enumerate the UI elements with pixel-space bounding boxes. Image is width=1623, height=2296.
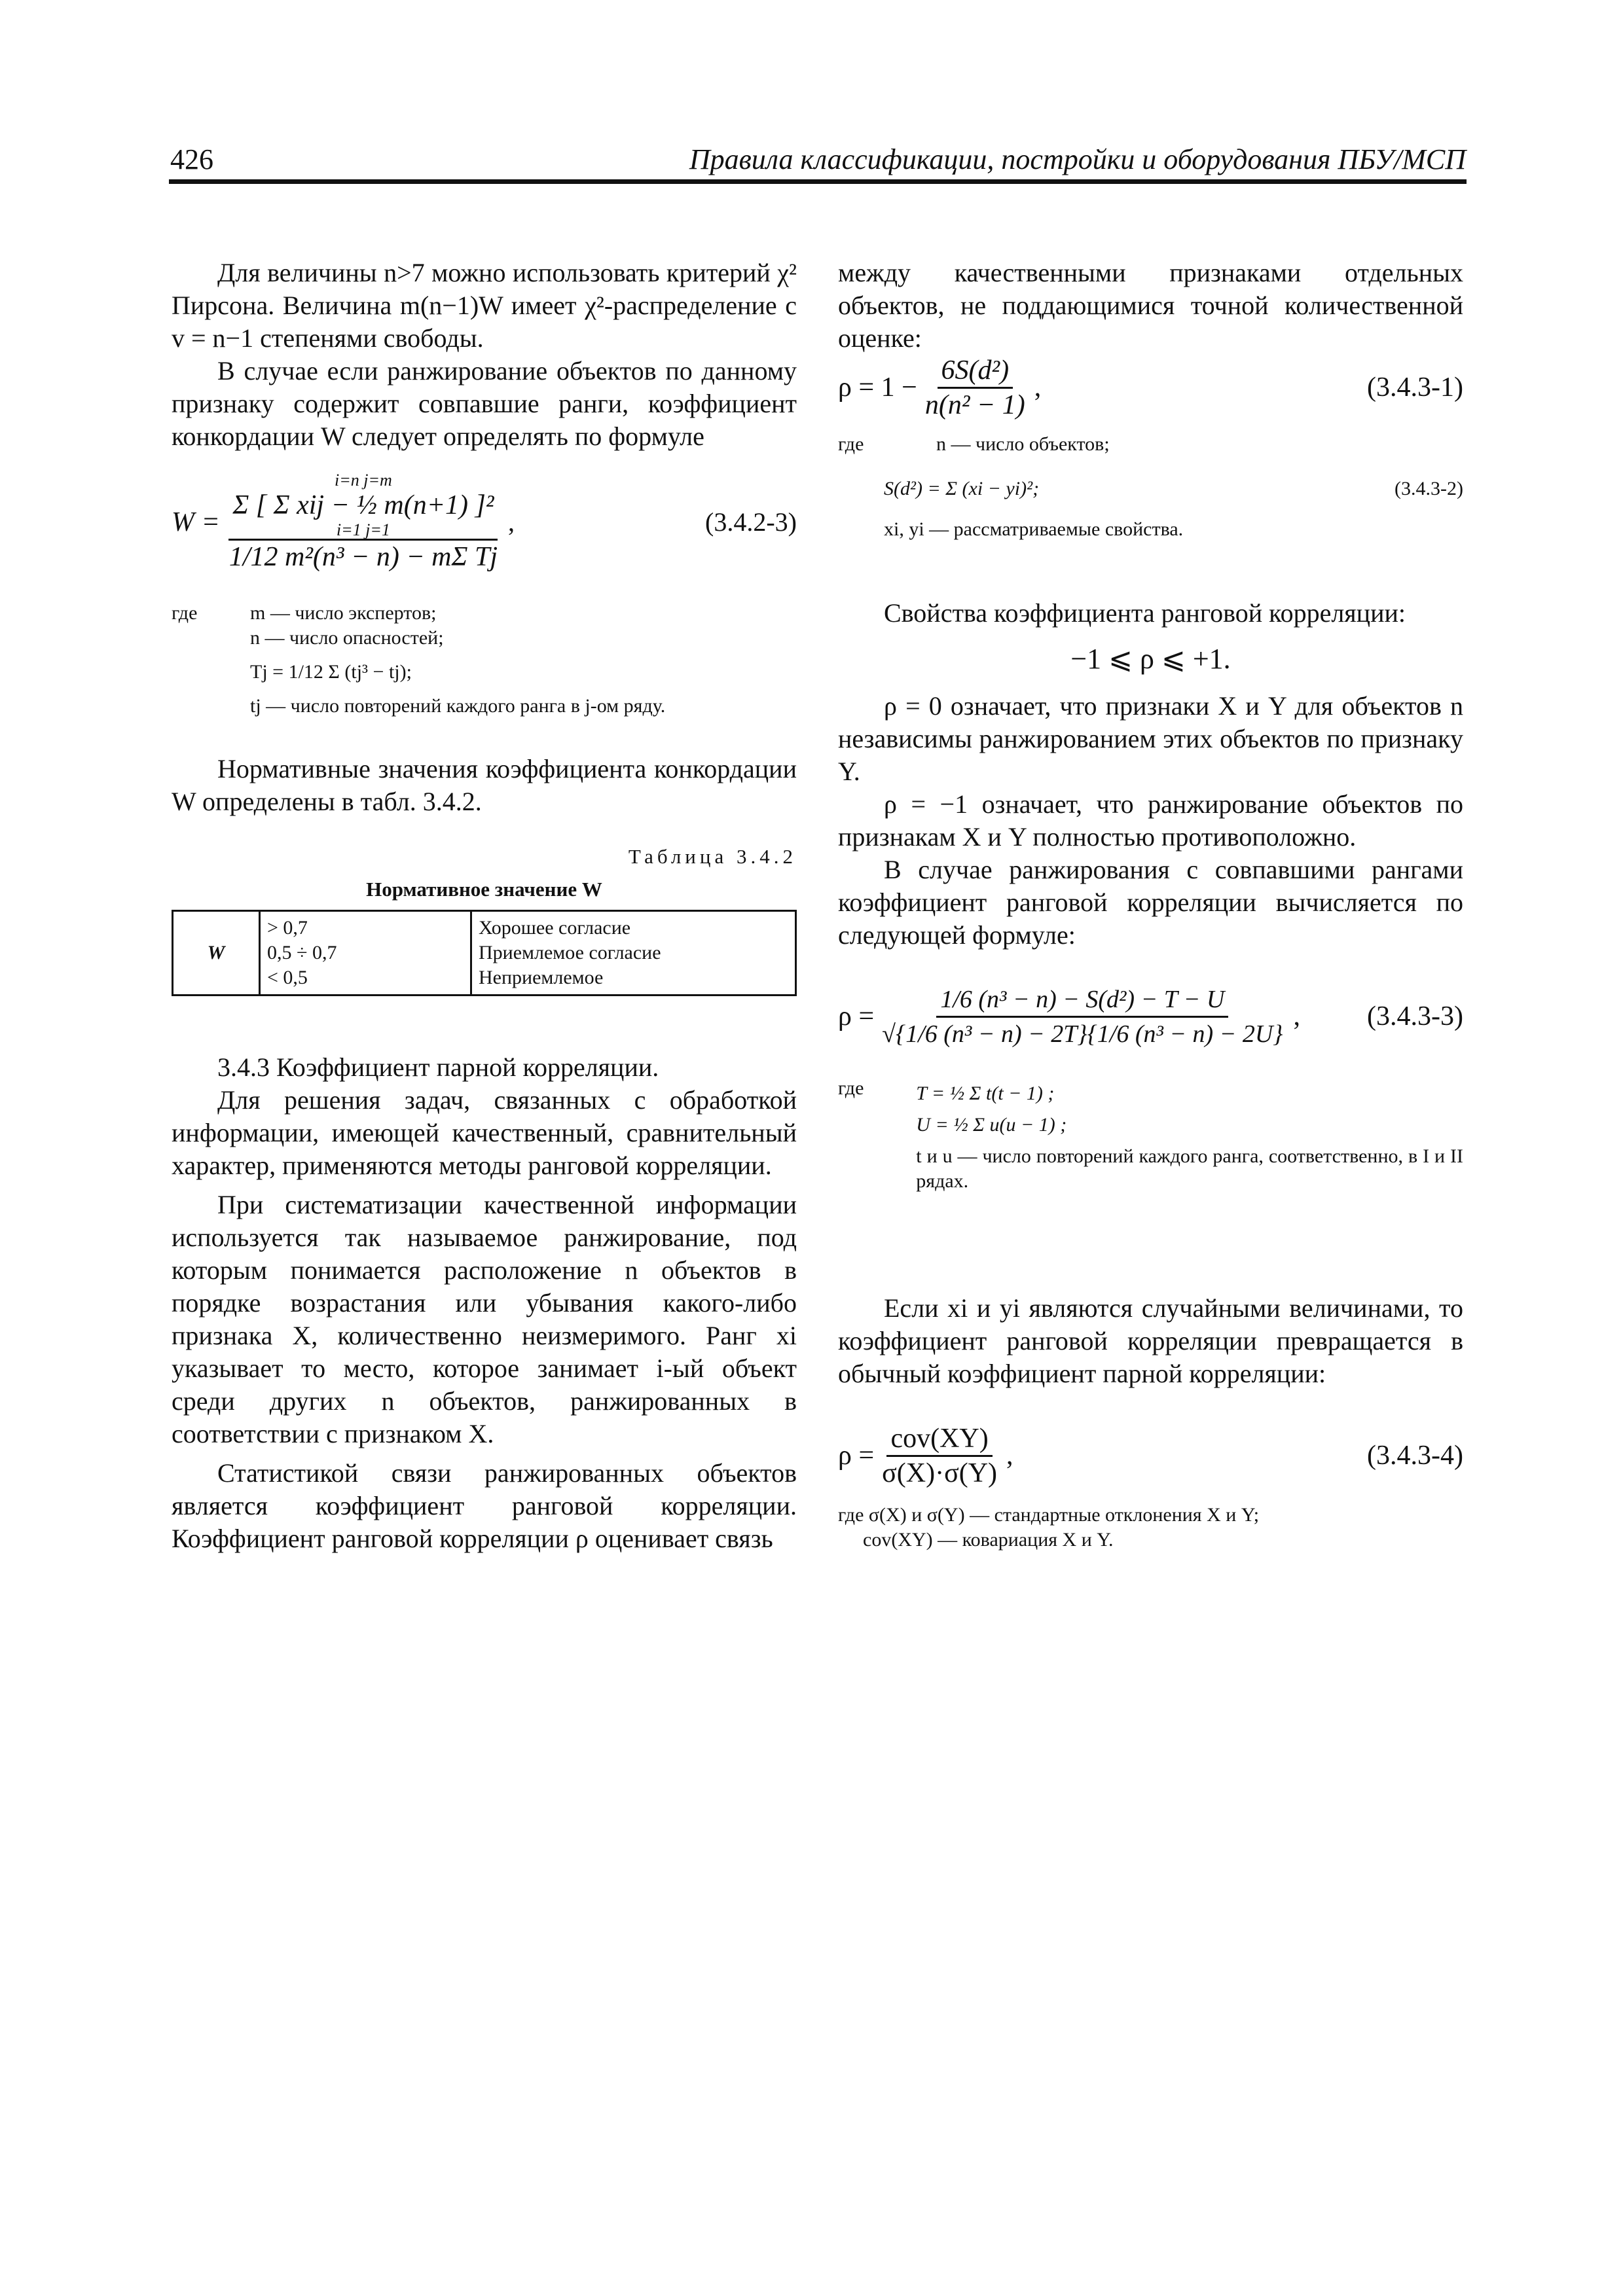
paragraph-continuation: между качественными признаками отдельных объектов, не поддающимися точной количественной оценке: xyxy=(838,258,1463,353)
formula-number: (3.4.3-4) xyxy=(1367,1441,1463,1471)
where-label: где xyxy=(838,1077,864,1099)
where-block-1 xyxy=(172,601,797,719)
formula-numerator: 1/6 (n³ − n) − S(d²) − T − U xyxy=(936,983,1228,1018)
where-item: cov(XY) — ковариация X и Y. xyxy=(863,1529,1114,1551)
running-title: Правила классификации, постройки и оборудования ПБУ/МСП xyxy=(689,143,1466,175)
paragraph-pearson: Для величины n>7 можно использовать критерий χ² Пирсона. Величина m(n−1)W имеет χ²-распределение с v = n−1 степенями свободы. xyxy=(172,258,797,353)
where-item: m — число экспертов; xyxy=(250,602,437,624)
where-item: n — число опасностей; xyxy=(250,627,444,649)
paragraph-ranking: При систематизации качественной информации используется так называемое ранжирование, под которым понимается расположение n объектов в порядке возрастания или убывания какого-либо признака X, количественно неизмеримого. Ранг xi указывает то место, которое занимает i-ый объект среди других n объектов, ранжированных в соответствии с признаком X. xyxy=(172,1190,797,1448)
left-column xyxy=(172,257,797,1555)
formula-concordance: W = i=n j=m Σ [ Σ xij − ½ m(n+1) ]² i=1 j=1 1/12 m²(n³ − n) − mΣ Tj , (3.4.2-3) xyxy=(172,470,797,572)
right-column xyxy=(838,257,1463,1552)
paragraph-rho-zero: ρ = 0 означает, что признаки X и Y для объектов n независимы ранжированием этих объектов по признаку Y. xyxy=(838,691,1463,786)
formula-number: (3.4.3-1) xyxy=(1367,372,1463,403)
paragraph-random: Если xi и yi являются случайными величинами, то коэффициент ранговой корреляции превращается в обычный коэффициент парной корреляции: xyxy=(838,1293,1463,1388)
formula-3432 xyxy=(838,476,1463,501)
header-rule xyxy=(169,179,1467,184)
inequality: −1 ⩽ ρ ⩽ +1. xyxy=(1070,643,1231,675)
table-range: > 0,7 xyxy=(267,917,308,939)
paragraph-rank-methods: Для решения задач, связанных с обработкой информации, имеющей качественный, сравнительный характер, применяются методы ранговой корреляции. xyxy=(172,1085,797,1180)
formula-numerator: cov(XY) xyxy=(886,1422,992,1457)
formula-limits-top: i=n j=m xyxy=(334,470,392,490)
formula-denominator: σ(X)·σ(Y) xyxy=(882,1458,998,1488)
page-number: 426 xyxy=(170,143,213,175)
table-row-header: W xyxy=(173,911,260,996)
formula-body: S(d²) = Σ (xi − yi)²; xyxy=(884,478,1040,499)
formula-numerator: Σ [ Σ xij − ½ m(n+1) ]² xyxy=(232,490,494,520)
where-label: где xyxy=(838,433,864,455)
formula-3434: ρ = $\frac{\text{cov(XY)}}{\sigma(X)\cdot\sigma(Y)}$ , (3.4.3-4) xyxy=(838,1423,1463,1488)
where-item: n — число объектов; xyxy=(936,433,1110,455)
where-item: где σ(X) и σ(Y) — стандартные отклонения X и Y; xyxy=(838,1504,1260,1526)
table-range: 0,5 ÷ 0,7 xyxy=(267,942,337,963)
norm-table xyxy=(172,910,797,996)
formula-denominator: 1/12 m²(n³ − n) − mΣ Tj xyxy=(228,541,498,572)
table-meaning: Неприемлемое xyxy=(479,967,604,988)
paragraph-properties: Свойства коэффициента ранговой корреляции: xyxy=(884,598,1406,628)
section-title: 3.4.3 Коэффициент парной корреляции. xyxy=(217,1052,659,1082)
where-item: U = ½ Σ u(u − 1) ; xyxy=(916,1114,1067,1136)
paragraph-statistic: Статистикой связи ранжированных объектов является коэффициент ранговой корреляции. Коэффициент ранговой корреляции ρ оценивает связь xyxy=(172,1458,797,1553)
where-block-4 xyxy=(838,1503,1463,1552)
formula-limits-bottom: i=1 j=1 xyxy=(336,520,390,539)
table-cell-meanings xyxy=(471,911,796,996)
table-cell-ranges xyxy=(260,911,471,996)
formula-lhs: W = xyxy=(172,507,220,537)
where-item: tj — число повторений каждого ранга в j-ом ряду. xyxy=(250,695,666,717)
formula-3431: ρ = 1 − $\frac{\text{6S(d²)}}{\text{n(n² − 1)}}$ , (3.4.3-1) xyxy=(838,355,1463,420)
where-block-3 xyxy=(838,1076,1463,1194)
table-meaning: Хорошее согласие xyxy=(479,917,631,939)
where-item: T = ½ Σ t(t − 1) ; xyxy=(916,1083,1055,1104)
formula-denominator: √{1/6 (n³ − n) − 2T}{1/6 (n³ − n) − 2U} xyxy=(882,1020,1283,1048)
formula-numerator: 6S(d²) xyxy=(938,354,1013,389)
where-item: xi, yi — рассматриваемые свойства. xyxy=(884,518,1184,540)
table-meaning: Приемлемое согласие xyxy=(479,942,661,963)
formula-number: (3.4.3-2) xyxy=(1395,478,1463,499)
formula-lhs: ρ = xyxy=(838,1001,875,1031)
formula-3433: ρ = $\frac{\text{1/6 (n³ − n) − S(d²) − T − U}}{\text{√\{1/6 (n³ − n) − 2T\}\{1/6 (n³ − n) − 2U\}}}$ , (3.4.3-3) xyxy=(838,961,1463,1072)
table-range: < 0,5 xyxy=(267,967,308,988)
table-label: Таблица 3.4.2 xyxy=(628,845,797,868)
formula-number: (3.4.3-3) xyxy=(1367,1001,1463,1031)
formula-denominator: n(n² − 1) xyxy=(924,389,1025,420)
formula-lhs: ρ = xyxy=(838,1441,875,1471)
formula-lhs: ρ = 1 − xyxy=(838,372,917,403)
formula-number: (3.4.2-3) xyxy=(705,507,797,537)
paragraph-norm: Нормативные значения коэффициента конкордации W определены в табл. 3.4.2. xyxy=(172,754,797,816)
where-item: t и u — число повторений каждого ранга, соответственно, в I и II рядах. xyxy=(916,1145,1463,1192)
paragraph-ties: В случае если ранжирование объектов по данному признаку содержит совпавшие ранги, коэффициент конкордации W следует определять по формуле xyxy=(172,356,797,451)
paragraph-tied-ranks: В случае ранжирования с совпавшими рангами коэффициент ранговой корреляции вычисляется по следующей формуле: xyxy=(838,855,1463,950)
paragraph-rho-minus-one: ρ = −1 означает, что ранжирование объектов по признакам X и Y полностью противоположно. xyxy=(838,789,1463,852)
where-item: Tj = 1/12 Σ (tj³ − tj); xyxy=(250,661,412,683)
where-label: где xyxy=(172,602,198,624)
table-caption: Нормативное значение W xyxy=(366,878,602,901)
where-block-2 xyxy=(838,432,1463,457)
